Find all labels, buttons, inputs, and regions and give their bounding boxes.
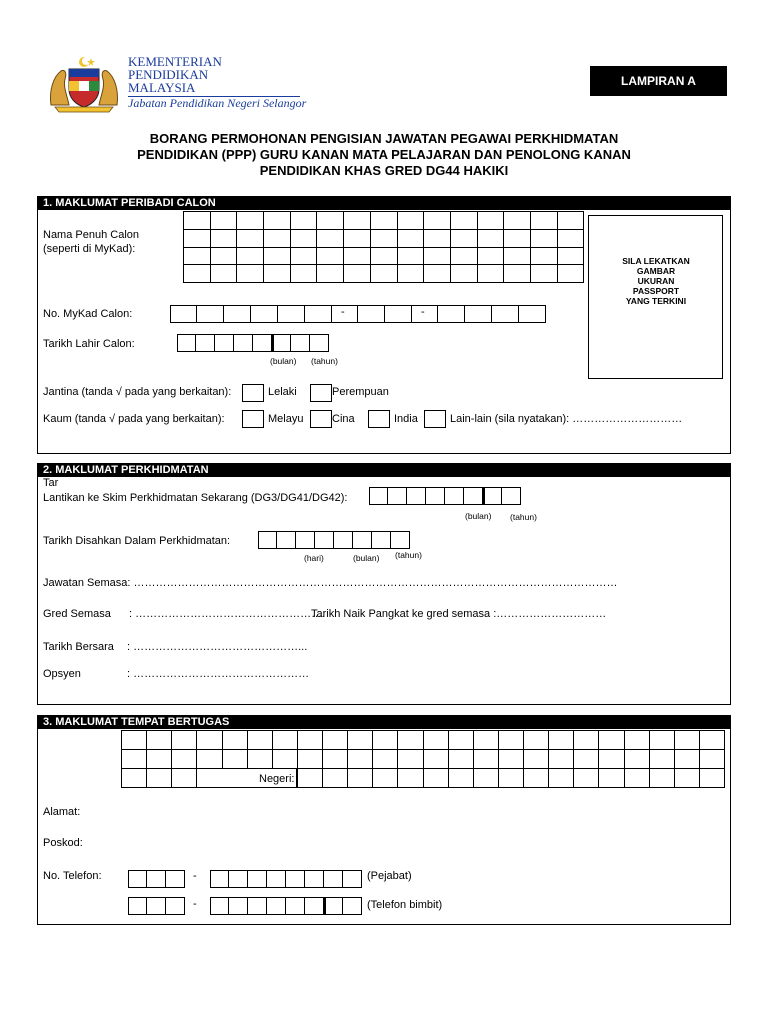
appointment-label: Lantikan ke Skim Perkhidmatan Sekarang (DG3/DG41/DG42): — [43, 492, 348, 504]
appendix-badge: LAMPIRAN A — [590, 66, 727, 96]
mykad-boxes[interactable] — [170, 305, 546, 323]
dob-year-caption: (tahun) — [311, 356, 338, 366]
mykad-dash-2: - — [421, 306, 425, 318]
current-position-field[interactable]: Jawatan Semasa: …………………………………………………………………………………………………………………… — [43, 577, 618, 589]
form-title-line3: PENDIDIKAN KHAS GRED DG44 HAKIKI — [259, 163, 509, 178]
retirement-label: Tarikh Bersara — [43, 641, 114, 653]
mobile-phone-caption: (Telefon bimbit) — [367, 899, 443, 911]
appointment-date-boxes[interactable] — [369, 487, 521, 505]
section2-header: 2. MAKLUMAT PERKHIDMATAN — [37, 463, 731, 477]
office-phone-caption: (Pejabat) — [367, 870, 412, 882]
full-name-label-line1: Nama Penuh Calon — [43, 229, 140, 241]
confirmed-year-caption: (tahun) — [395, 550, 422, 560]
race-other-checkbox[interactable] — [424, 410, 446, 428]
confirmed-month-caption: (bulan) — [353, 553, 380, 563]
option-label: Opsyen — [43, 668, 81, 680]
race-label: Kaum (tanda √ pada yang berkaitan): — [43, 413, 225, 425]
full-name-grid[interactable] — [183, 211, 584, 283]
race-malay-label: Melayu — [268, 413, 304, 425]
office-phone-number-boxes[interactable] — [210, 870, 362, 888]
race-malay-checkbox[interactable] — [242, 410, 264, 428]
gender-female-label: Perempuan — [332, 386, 389, 398]
race-chinese-checkbox[interactable] — [310, 410, 332, 428]
mobile-phone-prefix-boxes[interactable] — [128, 897, 185, 915]
confirmed-label: Tarikh Disahkan Dalam Perkhidmatan: — [43, 535, 231, 547]
mobile-phone-number-boxes[interactable] — [210, 897, 362, 915]
department-name: Jabatan Pendidikan Negeri Selangor — [128, 96, 307, 110]
mykad-dash-1: - — [341, 306, 345, 318]
full-name-label-line2: (seperti di MyKad): — [43, 243, 136, 255]
confirmed-date-boxes[interactable] — [258, 531, 410, 549]
mobile-phone-dash: - — [193, 898, 197, 910]
address-label: Alamat: — [43, 806, 81, 818]
confirmed-day-caption: (hari) — [304, 553, 324, 563]
gender-male-checkbox[interactable] — [242, 384, 264, 402]
race-other-label: Lain-lain (sila nyatakan): ………………………… — [450, 413, 683, 425]
race-indian-checkbox[interactable] — [368, 410, 390, 428]
office-phone-dash: - — [193, 870, 197, 882]
ministry-name-line3: MALAYSIA — [128, 80, 196, 95]
option-field[interactable]: : ………………………………………… — [127, 668, 310, 680]
dob-month-caption: (bulan) — [270, 356, 297, 366]
state-label: Negeri: — [259, 773, 295, 785]
appointment-month-caption: (bulan) — [465, 511, 492, 521]
mykad-label: No. MyKad Calon: — [43, 308, 133, 320]
race-chinese-label: Cina — [332, 413, 355, 425]
retirement-field[interactable]: : ………………………………………... — [127, 641, 308, 653]
ministry-name-line2: PENDIDIKAN — [128, 67, 209, 82]
workplace-grid[interactable] — [121, 730, 725, 788]
dob-boxes[interactable] — [177, 334, 329, 352]
appointment-year-caption: (tahun) — [510, 512, 537, 522]
current-grade-field[interactable]: : ……………………………………………. — [129, 608, 326, 620]
section3-header: 3. MAKLUMAT TEMPAT BERTUGAS — [37, 715, 731, 729]
office-phone-prefix-boxes[interactable] — [128, 870, 185, 888]
dob-label: Tarikh Lahir Calon: — [43, 338, 135, 350]
gender-female-checkbox[interactable] — [310, 384, 332, 402]
tar-label: Tar — [43, 477, 59, 489]
ministry-name-line1: KEMENTERIAN — [128, 54, 222, 69]
photo-instruction: SILA LEKATKAN GAMBAR UKURAN PASSPORT YANG TERKINI — [622, 256, 690, 306]
form-title-line1: BORANG PERMOHONAN PENGISIAN JAWATAN PEGAWAI PERKHIDMATAN — [149, 131, 619, 146]
gender-label: Jantina (tanda √ pada yang berkaitan): — [43, 386, 232, 398]
promotion-date-field[interactable]: Tarikh Naik Pangkat ke gred semasa :………………………… — [311, 608, 607, 620]
form-title-line2: PENDIDIKAN (PPP) GURU KANAN MATA PELAJARAN DAN PENOLONG KANAN — [137, 147, 631, 162]
phone-label: No. Telefon: — [43, 870, 102, 882]
section1-header: 1. MAKLUMAT PERIBADI CALON — [37, 196, 731, 210]
form-title — [40, 131, 728, 179]
race-indian-label: India — [394, 413, 418, 425]
gender-male-label: Lelaki — [268, 386, 297, 398]
current-grade-label: Gred Semasa — [43, 608, 111, 620]
postcode-label: Poskod: — [43, 837, 83, 849]
ministry-crest-icon — [45, 55, 123, 113]
